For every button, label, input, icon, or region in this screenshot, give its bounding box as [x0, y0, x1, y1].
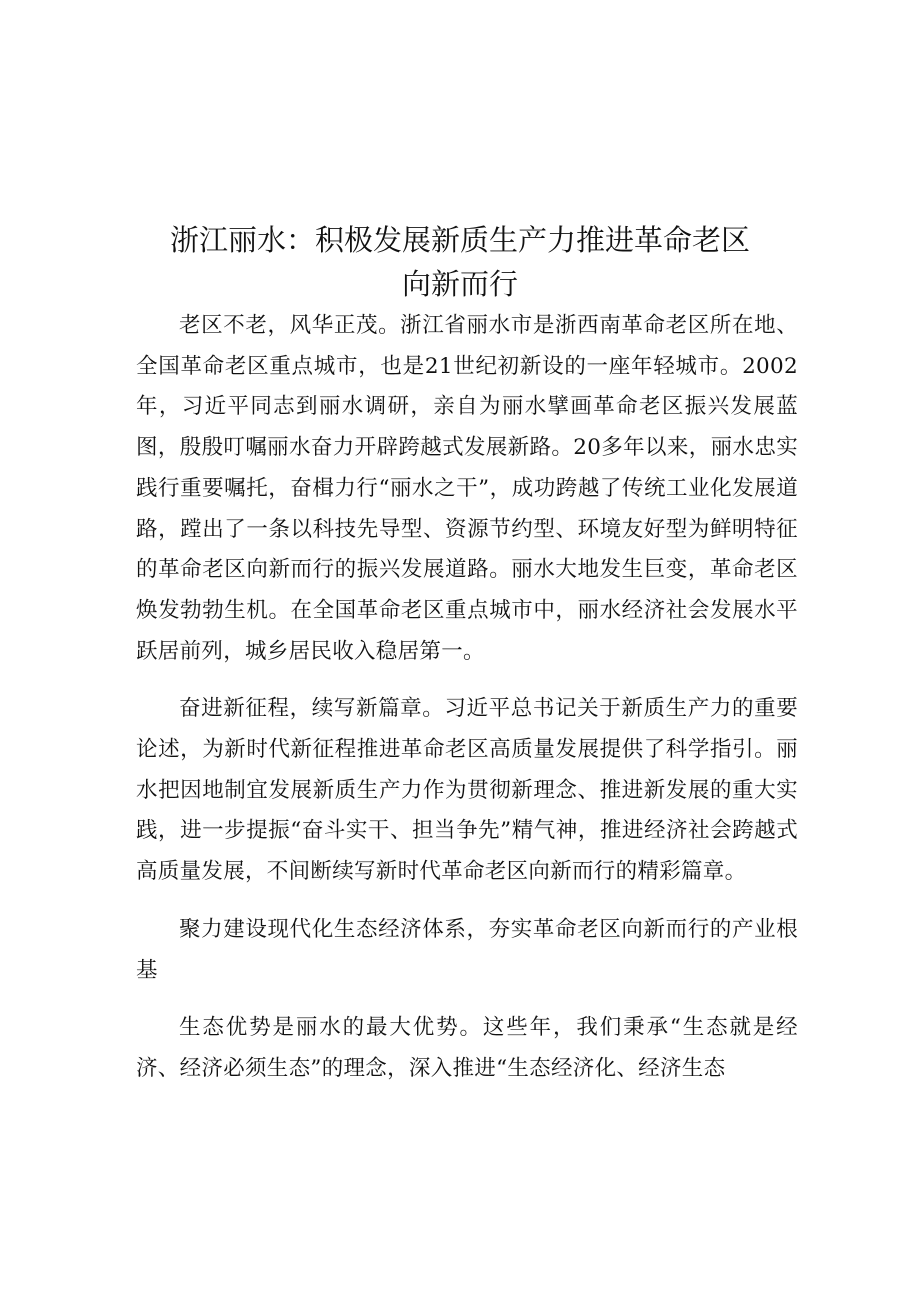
- paragraph-3: 生态优势是丽水的最大优势。这些年，我们秉承“生态就是经济、经济必须生态”的理念，深入推进“生态经济化、经济生态: [136, 1015, 798, 1081]
- section-heading: 聚力建设现代化生态经济体系，夯实革命老区向新而行的产业根基: [136, 916, 798, 983]
- paragraph-1: 老区不老，风华正茂。浙江省丽水市是浙西南革命老区所在地、全国革命老区重点城市，也是21世纪初新设的一座年轻城市。2002年，习近平同志到丽水调研，亲自为丽水擘画革命老区振兴发展蓝图，殷殷叮嘱丽水奋力开辟跨越式发展新路。20多年以来，丽水忠实践行重要嘱托，奋楫力行“丽水之干”，成功跨越了传统工业化发展道路，蹚出了一条以科技先导型、资源节约型、环境友好型为鲜明特征的革命老区向新而行的振兴发展道路。丽水大地发生巨变，革命老区焕发勃勃生机。在全国革命老区重点城市中，丽水经济社会发展水平跃居前列，城乡居民收入稳居第一。: [136, 313, 798, 664]
- article-body: [136, 306, 798, 1107]
- article-title-line-2: 向新而行: [401, 267, 518, 301]
- article-title-line-1: 浙江丽水：积极发展新质生产力推进革命老区: [169, 223, 750, 257]
- paragraph-2: 奋进新征程，续写新篇章。习近平总书记关于新质生产力的重要论述，为新时代新征程推进革命老区高质量发展提供了科学指引。丽水把因地制宜发展新质生产力作为贯彻新理念、推进新发展的重大实践，进一步提振“奋斗实干、担当争先”精气神，推进经济社会跨越式高质量发展，不间断续写新时代革命老区向新而行的精彩篇章。: [136, 696, 798, 885]
